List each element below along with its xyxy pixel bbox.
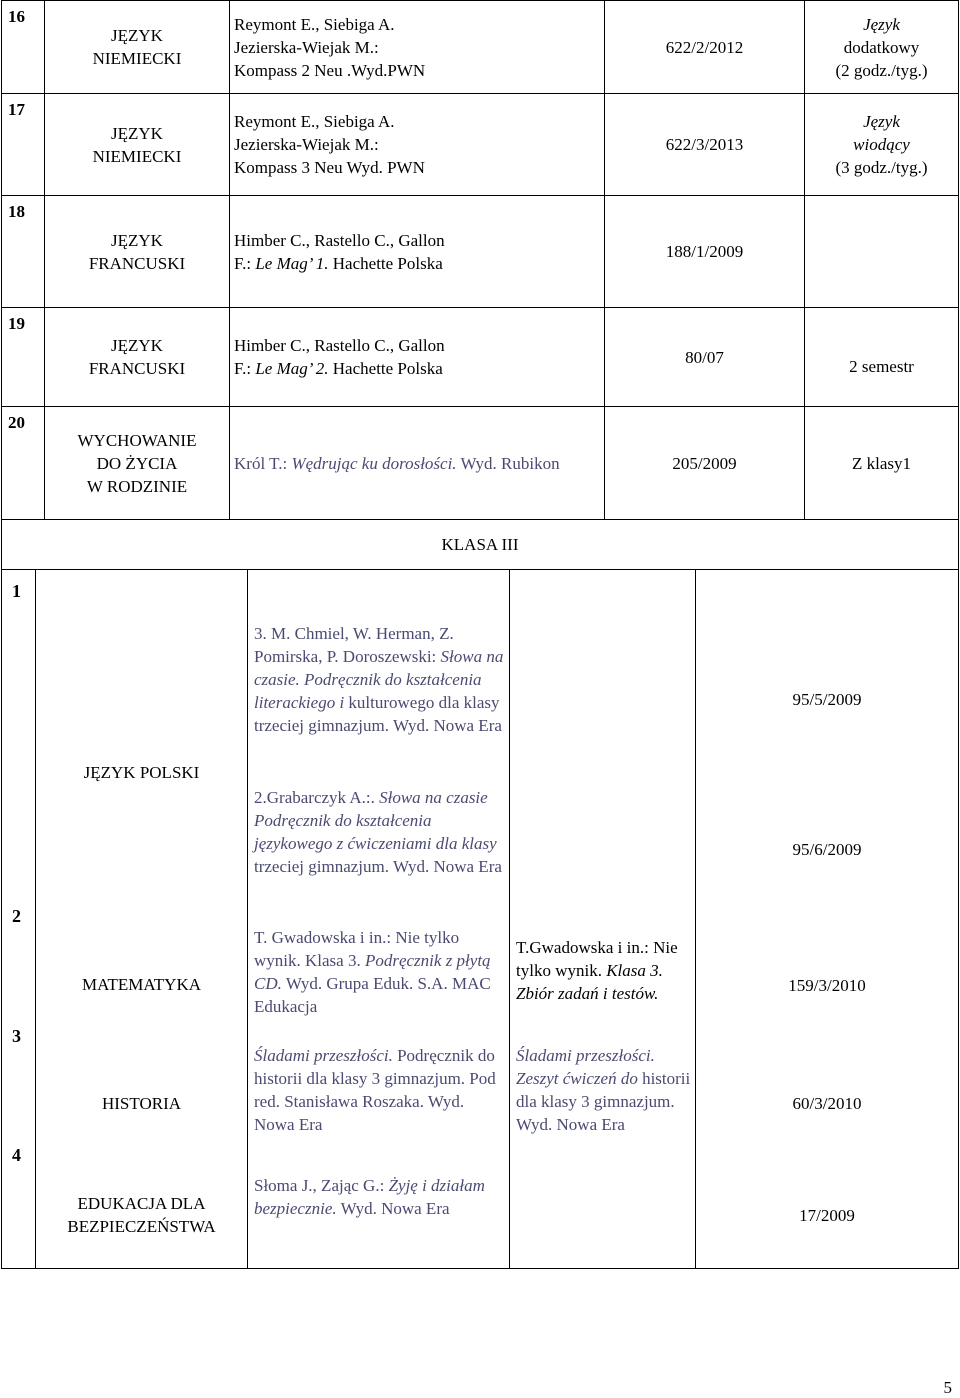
table-row: [2, 94, 959, 196]
textbook-table-klasa-iii: [1, 519, 959, 1269]
subjects-cell: [36, 570, 248, 1269]
approvals-cell: [696, 570, 959, 1269]
row-number: 4: [12, 1145, 21, 1165]
textbook-table-upper: [1, 0, 959, 520]
polski-textbook-2: 2.Grabarczyk A.:. Słowa na czasie Podręcznik do kształcenia językowego z ćwiczeniami dla klasy trzeciej gimnazjum. Wyd. Nowa Era: [254, 788, 502, 876]
subject-cell: JĘZYK FRANCUSKI: [45, 308, 230, 407]
approval-number: 622/2/2012: [605, 1, 805, 94]
notes-cell: Z klasy1: [805, 407, 959, 520]
edb-textbook: Słoma J., Zając G.: Żyję i działam bezpiecznie. Wyd. Nowa Era: [254, 1176, 485, 1218]
table-row: [2, 1, 959, 94]
subject-historia: HISTORIA: [101, 1094, 182, 1113]
approval-number: 622/3/2013: [605, 94, 805, 196]
section-header-row: [2, 520, 959, 570]
notes-cell: Język dodatkowy (2 godz./tyg.): [805, 1, 959, 94]
row-number: 20: [2, 407, 45, 520]
row-numbers-cell: [2, 570, 36, 1269]
textbook-cell: Król T.: Wędrując ku dorosłości. Wyd. Rubikon: [230, 407, 605, 520]
subject-cell: WYCHOWANIE DO ŻYCIA W RODZINIE: [45, 407, 230, 520]
subject-cell: JĘZYK NIEMIECKI: [45, 1, 230, 94]
notes-cell: [805, 196, 959, 308]
notes-cell: Język wiodący (3 godz./tyg.): [805, 94, 959, 196]
subject-cell: JĘZYK NIEMIECKI: [45, 94, 230, 196]
approval-number: 205/2009: [605, 407, 805, 520]
row-number: 3: [12, 1026, 21, 1046]
subject-cell: JĘZYK FRANCUSKI: [45, 196, 230, 308]
approval-number: 159/3/2010: [788, 976, 866, 995]
approval-number: 60/3/2010: [792, 1094, 862, 1113]
row-number: 2: [12, 906, 21, 926]
subject-polski: JĘZYK POLSKI: [83, 763, 200, 782]
exercise-books-cell: [510, 570, 696, 1269]
approval-number: 17/2009: [799, 1206, 855, 1225]
subject-edb: EDUKACJA DLA BEZPIECZEŃSTWA: [67, 1194, 216, 1236]
table-row: [2, 407, 959, 520]
approval-number: 95/5/2009: [792, 690, 862, 709]
page-number: 5: [943, 1378, 952, 1397]
row-number: 17: [2, 94, 45, 196]
subject-matematyka: MATEMATYKA: [82, 975, 201, 994]
row-number: 19: [2, 308, 45, 407]
hist-exercise-book: Śladami przeszłości. Zeszyt ćwiczeń do historii dla klasy 3 gimnazjum. Wyd. Nowa Era: [516, 1046, 691, 1134]
notes-cell: 2 semestr: [805, 308, 959, 407]
mat-exercise-book: T.Gwadowska i in.: Nie tylko wynik. Klasa 3. Zbiór zadań i testów.: [516, 938, 678, 1003]
mat-textbook: T. Gwadowska i in.: Nie tylko wynik. Klasa 3. Podręcznik z płytą CD. Wyd. Grupa Eduk. S.A. MAC Edukacja: [254, 928, 491, 1016]
approval-number: 80/07: [605, 308, 805, 407]
table-row: [2, 570, 959, 1269]
table-row: [2, 196, 959, 308]
hist-textbook: Śladami przeszłości. Podręcznik do historii dla klasy 3 gimnazjum. Pod red. Stanisława Roszaka. Wyd. Nowa Era: [254, 1046, 496, 1134]
polski-textbook-1: 3. M. Chmiel, W. Herman, Z. Pomirska, P. Doroszewski: Słowa na czasie. Podręcznik do kształcenia literackiego i kulturowego dla klasy trzeciej gimnazjum. Wyd. Nowa Era: [254, 624, 504, 735]
textbook-cell: Himber C., Rastello C., Gallon F.: Le Mag’ 2. Hachette Polska: [230, 308, 605, 407]
row-number: 1: [12, 581, 21, 601]
table-row: [2, 308, 959, 407]
section-title: KLASA III: [2, 520, 959, 570]
row-number: 18: [2, 196, 45, 308]
textbooks-cell: [248, 570, 510, 1269]
approval-number: 95/6/2009: [792, 840, 862, 859]
approval-number: 188/1/2009: [605, 196, 805, 308]
textbook-cell: Reymont E., Siebiga A. Jezierska-Wiejak M.: Kompass 2 Neu .Wyd.PWN: [230, 1, 605, 94]
textbook-cell: Reymont E., Siebiga A. Jezierska-Wiejak M.: Kompass 3 Neu Wyd. PWN: [230, 94, 605, 196]
row-number: 16: [2, 1, 45, 94]
textbook-cell: Himber C., Rastello C., Gallon F.: Le Mag’ 1. Hachette Polska: [230, 196, 605, 308]
